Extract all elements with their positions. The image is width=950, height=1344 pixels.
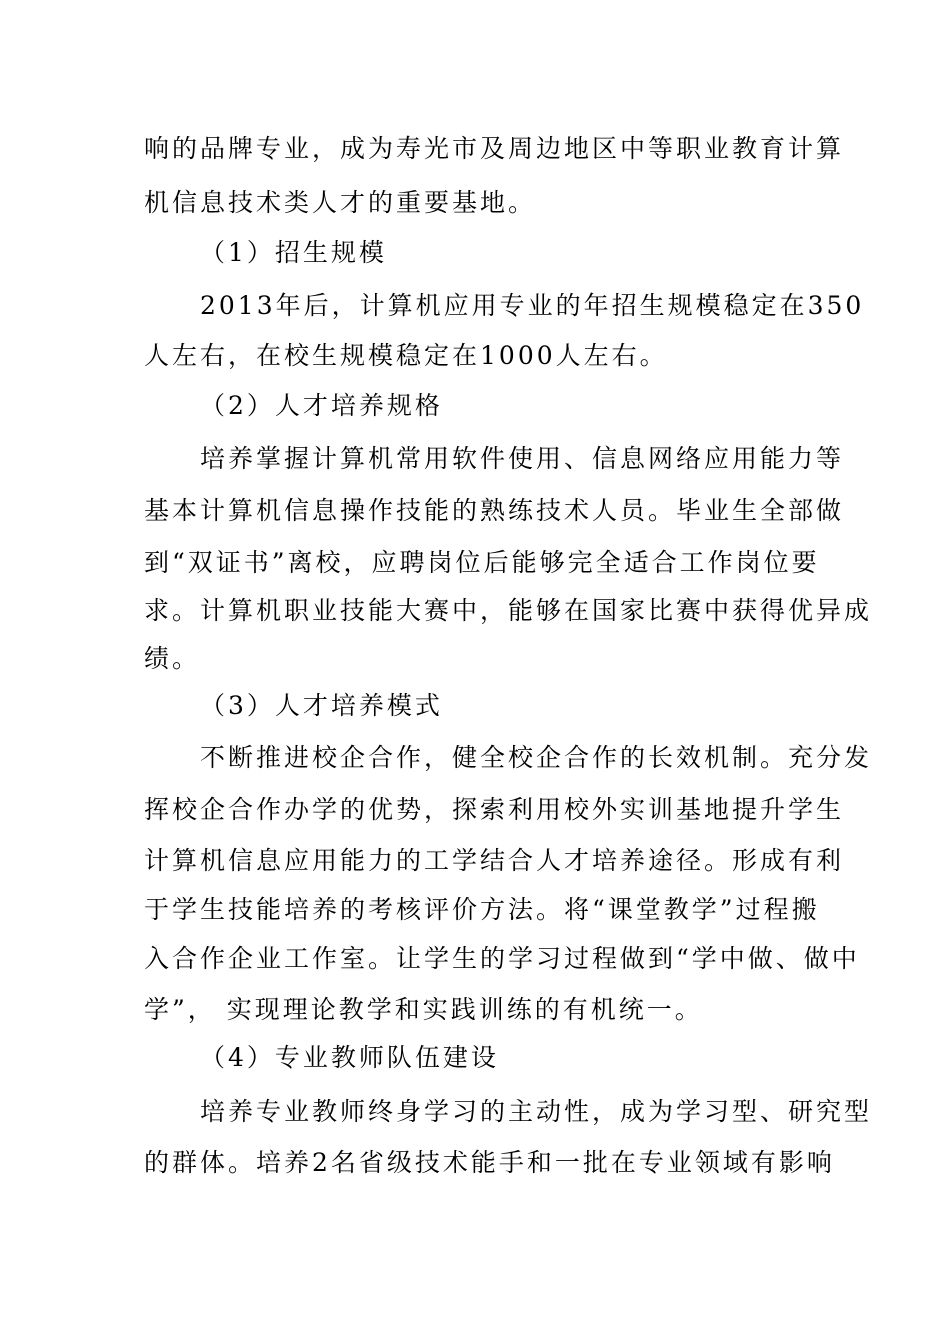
paragraph-line: 于学生技能培养的考核评价方法。将“课堂教学”过程搬 [144, 895, 820, 924]
paragraph-line: 2013年后，计算机应用专业的年招生规模稳定在350 [200, 291, 865, 320]
paragraph-line: 机信息技术类人才的重要基地。 [144, 188, 537, 217]
section-heading-talent-mode: （3）人才培养模式 [200, 691, 443, 720]
paragraph-line: 学”， 实现理论教学和实践训练的有机统一。 [144, 995, 703, 1024]
paragraph-line: 培养专业教师终身学习的主动性，成为学习型、研究型 [200, 1097, 873, 1126]
paragraph-line: 计算机信息应用能力的工学结合人才培养途径。形成有利 [144, 846, 845, 875]
paragraph-line: 求。计算机职业技能大赛中，能够在国家比赛中获得优异成 [144, 596, 873, 625]
paragraph-line: 绩。 [144, 644, 201, 673]
paragraph-line: 到“双证书”离校，应聘岗位后能够完全适合工作岗位要 [144, 548, 820, 577]
paragraph-line: 的群体。培养2名省级技术能手和一批在专业领域有影响 [144, 1148, 835, 1177]
paragraph-line: 挥校企合作办学的优势，探索利用校外实训基地提升学生 [144, 795, 845, 824]
paragraph-line: 入合作企业工作室。让学生的学习过程做到“学中做、做中 [144, 944, 860, 973]
section-heading-enrollment: （1）招生规模 [200, 238, 387, 267]
paragraph-line: 人左右，在校生规模稳定在1000人左右。 [144, 341, 668, 370]
section-heading-talent-spec: （2）人才培养规格 [200, 391, 443, 420]
section-heading-teacher-team: （4）专业教师队伍建设 [200, 1043, 499, 1072]
paragraph-line: 响的品牌专业，成为寿光市及周边地区中等职业教育计算 [144, 134, 845, 163]
paragraph-line: 基本计算机信息操作技能的熟练技术人员。毕业生全部做 [144, 496, 845, 525]
paragraph-line: 培养掌握计算机常用软件使用、信息网络应用能力等 [200, 444, 845, 473]
paragraph-line: 不断推进校企合作，健全校企合作的长效机制。充分发 [200, 743, 873, 772]
